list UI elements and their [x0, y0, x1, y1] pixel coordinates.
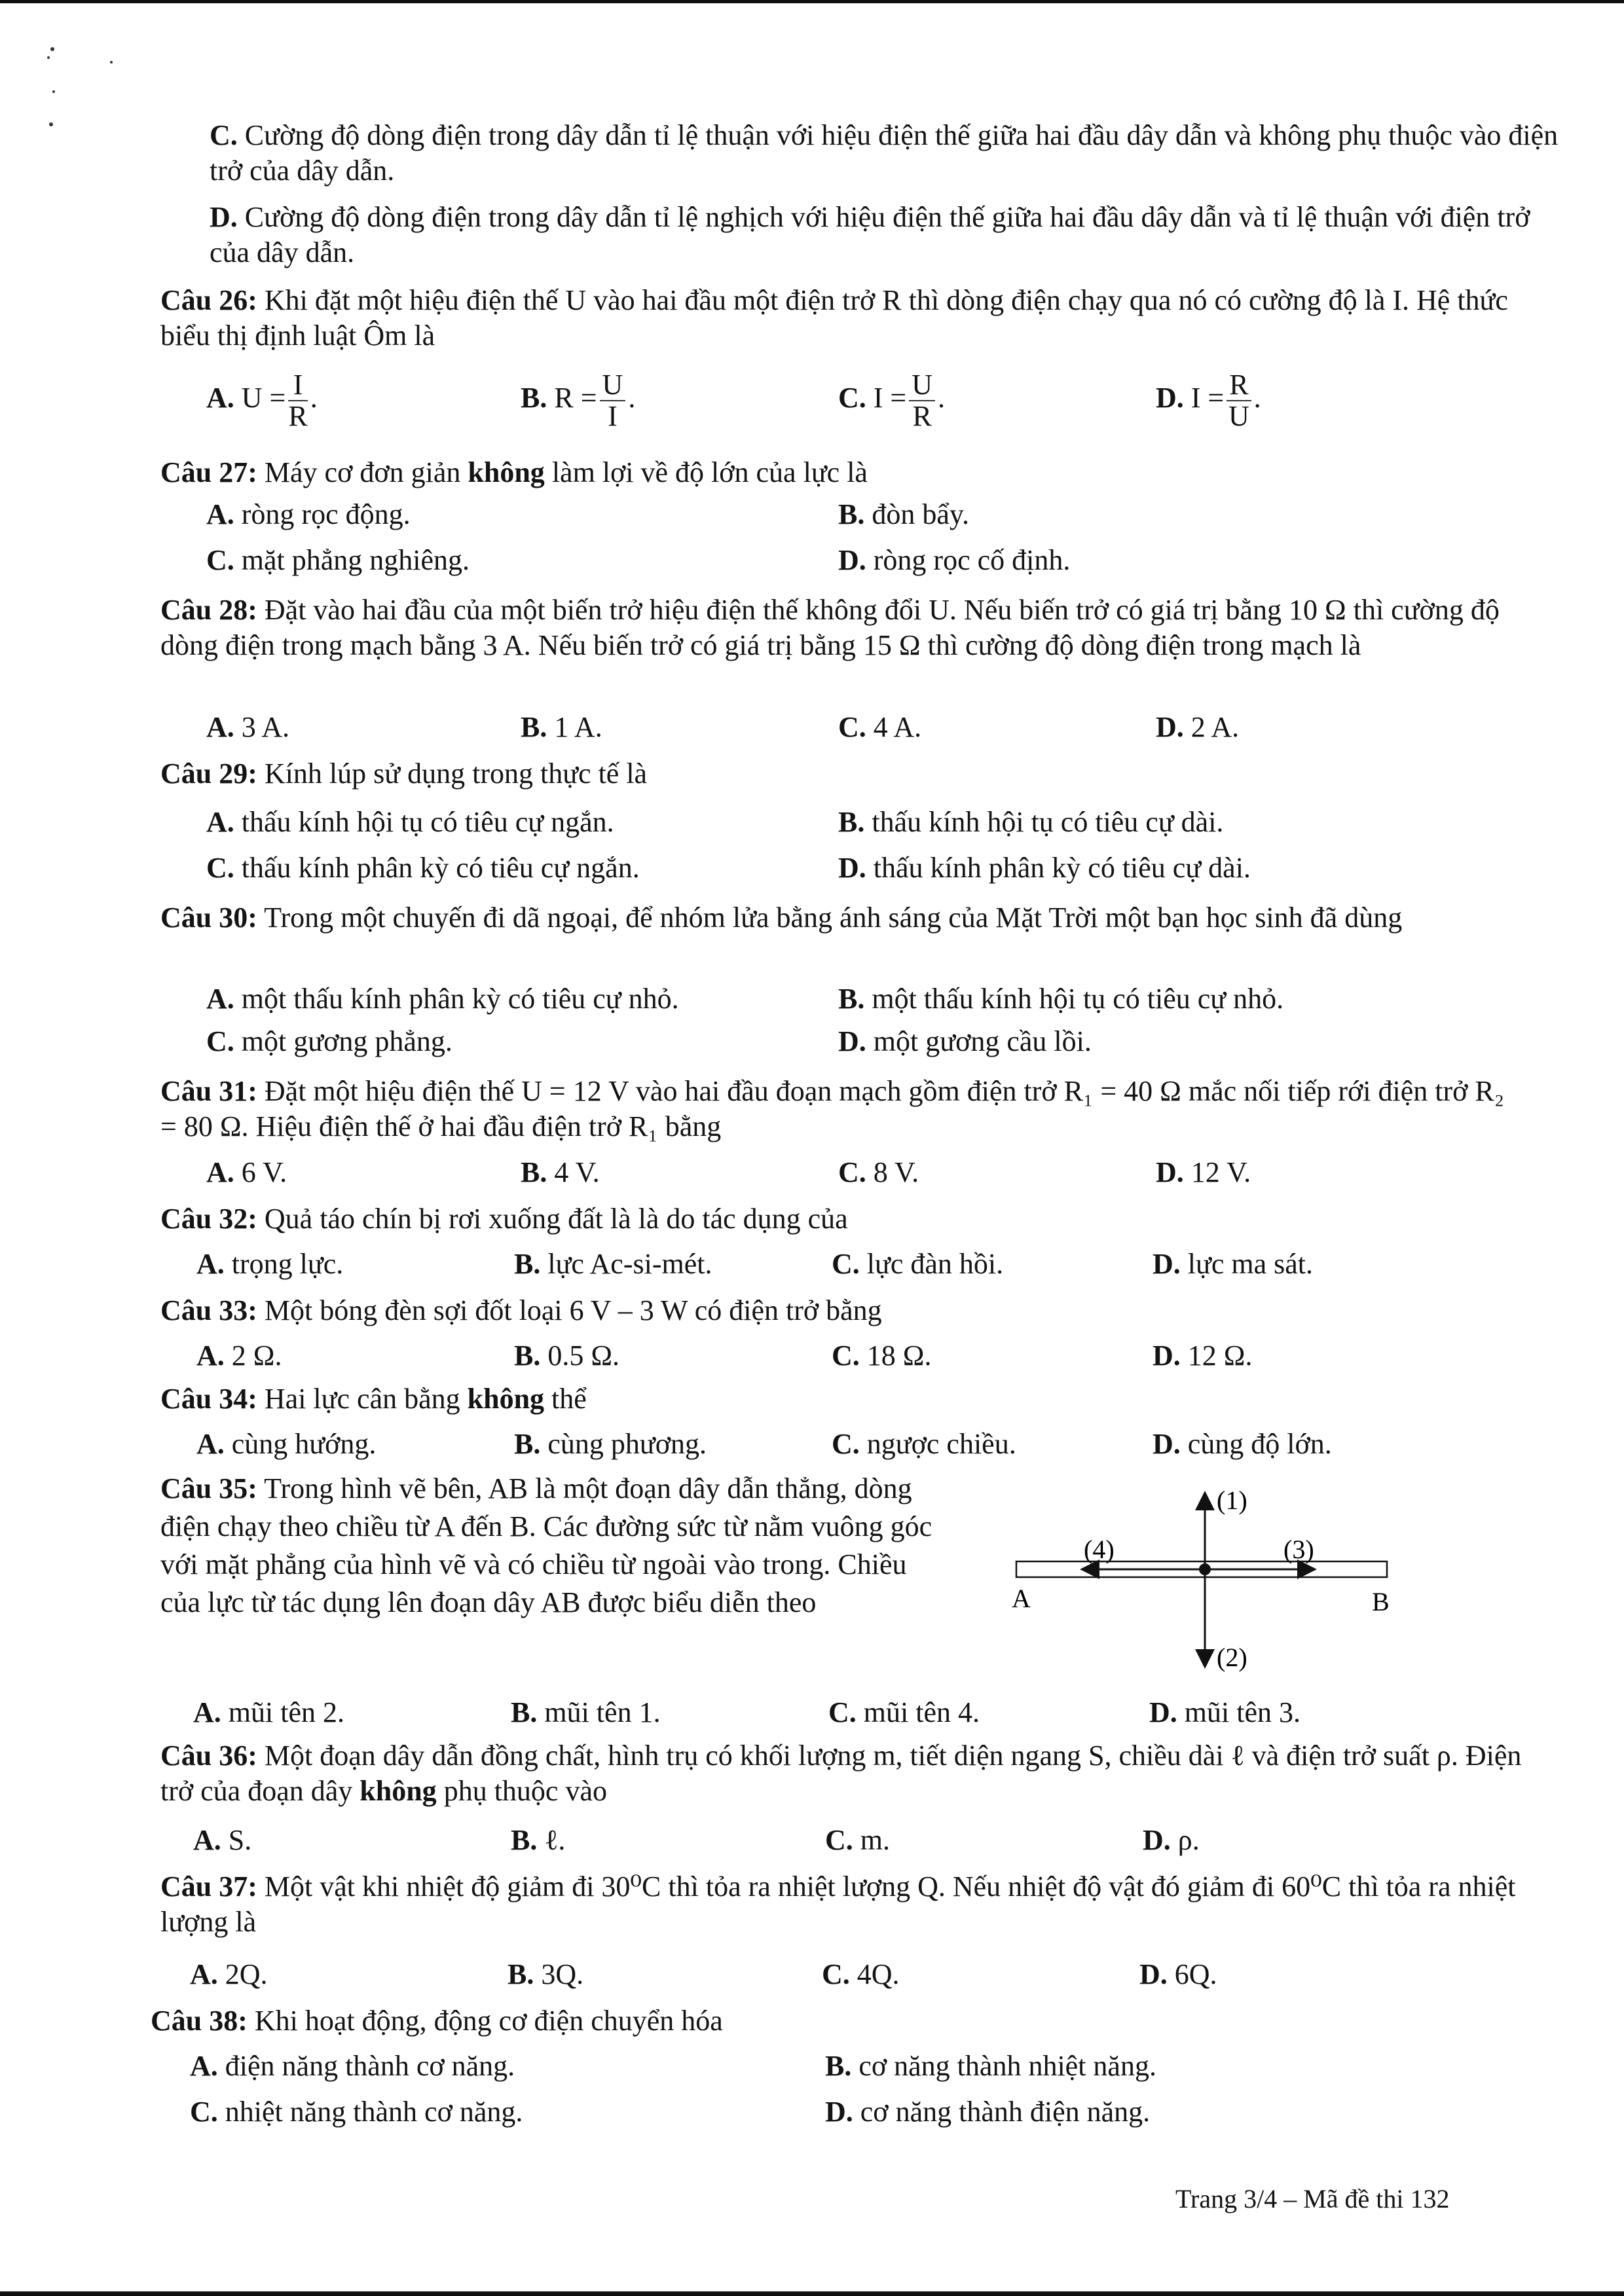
- q31-option-d: D. 12 V.: [1156, 1156, 1251, 1188]
- q38-options-row1: [190, 2049, 1522, 2088]
- label-2: (2): [1217, 1643, 1247, 1672]
- q31-option-b: B. 4 V.: [521, 1156, 600, 1188]
- q33-stem: Câu 33: Một bóng đèn sợi đốt loại 6 V – 3 W có điện trở bằng: [160, 1294, 882, 1326]
- q28-option-b: B. 1 A.: [521, 711, 602, 743]
- q35-option-b: B. mũi tên 1.: [511, 1696, 661, 1728]
- q27-option-b: B. đòn bẩy.: [838, 498, 970, 530]
- label-b: B: [1372, 1587, 1390, 1616]
- q37-stem: Câu 37: Một vật khi nhiệt độ giảm đi 30⁰C thì tỏa ra nhiệt lượng Q. Nếu nhiệt độ vật đó giảm đi 60⁰C thì tỏa ra nhiệt lượng là: [160, 1870, 1516, 1938]
- q28-option-c: C. 4 A.: [838, 711, 922, 743]
- label-3: (3): [1283, 1535, 1314, 1564]
- q33-option-b: B. 0.5 Ω.: [514, 1339, 620, 1372]
- q26-stem: Câu 26: Khi đặt một hiệu điện thế U vào hai đầu một điện trở R thì dòng điện chạy qua nó có cường độ là I. Hệ thức biểu thị định luật Ôm là: [160, 284, 1508, 352]
- q38-options-row2: [190, 2095, 1522, 2134]
- q38-option-c: C. nhiệt năng thành cơ năng.: [190, 2096, 523, 2128]
- q36-option-d: D. ρ.: [1143, 1824, 1200, 1856]
- q34-option-d: D. cùng độ lớn.: [1153, 1428, 1332, 1460]
- q29-option-d: D. thấu kính phân kỳ có tiêu cự dài.: [838, 852, 1251, 884]
- q32-options: [196, 1247, 1522, 1286]
- q34-option-b: B. cùng phương.: [514, 1428, 707, 1460]
- q29-options-row2: [196, 851, 1522, 890]
- q38-option-b: B. cơ năng thành nhiệt năng.: [825, 2050, 1156, 2082]
- q25-option-d: D. Cường độ dòng điện trong dây dẫn tỉ lệ nghịch với hiệu điện thế giữa hai đầu dây dẫn và tỉ lệ thuận với điện trở của dây dẫn.: [210, 201, 1530, 268]
- q31-options: [196, 1156, 1522, 1195]
- q38-option-a: A. điện năng thành cơ năng.: [190, 2050, 515, 2082]
- q30-option-a: A. một thấu kính phân kỳ có tiêu cự nhỏ.: [206, 983, 679, 1015]
- q37-options: [190, 1958, 1522, 1997]
- q29-option-a: A. thấu kính hội tụ có tiêu cự ngắn.: [206, 806, 614, 838]
- q32-option-d: D. lực ma sát.: [1153, 1248, 1314, 1280]
- q35-option-a: A. mũi tên 2.: [193, 1696, 344, 1728]
- q36-options: [193, 1823, 1522, 1863]
- q26-option-d: D. I = $\frac{R}{U}$ .: [1156, 369, 1261, 432]
- q36-option-a: A. S.: [193, 1824, 252, 1856]
- q29-option-b: B. thấu kính hội tụ có tiêu cự dài.: [838, 806, 1224, 838]
- q27-option-c: C. mặt phẳng nghiêng.: [206, 544, 470, 576]
- q32-stem: Câu 32: Quả táo chín bị rơi xuống đất là là do tác dụng của: [160, 1203, 848, 1235]
- q29-stem: Câu 29: Kính lúp sử dụng trong thực tế là: [160, 757, 648, 790]
- q33-option-c: C. 18 Ω.: [832, 1339, 932, 1372]
- q31-option-c: C. 8 V.: [838, 1156, 919, 1188]
- q28-option-d: D. 2 A.: [1156, 711, 1240, 743]
- q35-option-d: D. mũi tên 3.: [1149, 1696, 1301, 1728]
- q35-figure: [1008, 1476, 1401, 1692]
- q27-options-row2: [196, 543, 1522, 583]
- q35-stem: Câu 35: Trong hình vẽ bên, AB là một đoạn dây dẫn thẳng, dòng điện chạy theo chiều từ A đến B. Các đường sức từ nằm vuông góc với mặt phẳng của hình vẽ và có chiều từ ngoài vào trong. Chiều của lực từ tác dụng lên đoạn dây AB được biểu diễn theo: [160, 1472, 932, 1618]
- q34-option-c: C. ngược chiều.: [832, 1428, 1016, 1460]
- q34-option-a: A. cùng hướng.: [196, 1428, 377, 1460]
- q30-options-row2: [196, 1025, 1522, 1064]
- q27-options-row1: [196, 498, 1522, 537]
- q28-stem: Câu 28: Đặt vào hai đầu của một biến trở hiệu điện thế không đổi U. Nếu biến trở có giá trị bằng 10 Ω thì cường độ dòng điện trong mạch bằng 3 A. Nếu biến trở có giá trị bằng 15 Ω thì cường độ dòng điện trong mạch là: [160, 594, 1500, 661]
- q32-option-c: C. lực đàn hồi.: [832, 1248, 1004, 1280]
- q34-stem: Câu 34: Hai lực cân bằng không thể: [160, 1383, 587, 1415]
- q37-option-d: D. 6Q.: [1139, 1958, 1217, 1990]
- q36-option-b: B. ℓ.: [511, 1824, 566, 1856]
- q30-options-row1: [196, 982, 1522, 1021]
- q33-option-a: A. 2 Ω.: [196, 1339, 282, 1372]
- q35-option-c: C. mũi tên 4.: [828, 1696, 980, 1728]
- q30-option-b: B. một thấu kính hội tụ có tiêu cự nhỏ.: [838, 983, 1284, 1015]
- scan-specks: [39, 26, 131, 137]
- scan-edge-bottom: [0, 2291, 1624, 2296]
- q27-option-d: D. ròng rọc cố định.: [838, 544, 1071, 576]
- q37-option-b: B. 3Q.: [507, 1958, 584, 1990]
- q37-option-c: C. 4Q.: [822, 1958, 900, 1990]
- q29-options-row1: [196, 805, 1522, 845]
- q26-option-b: B. R = $\frac{U}{I}$ .: [521, 369, 636, 432]
- label-1: (1): [1217, 1485, 1247, 1515]
- q30-option-d: D. một gương cầu lồi.: [838, 1025, 1092, 1057]
- q38-option-d: D. cơ năng thành điện năng.: [825, 2096, 1151, 2128]
- center-point: [1199, 1563, 1211, 1575]
- q27-stem: Câu 27: Máy cơ đơn giản không làm lợi về độ lớn của lực là: [160, 456, 868, 488]
- q26-options: [196, 370, 1522, 442]
- q33-options: [196, 1339, 1522, 1378]
- q28-options: [196, 710, 1522, 750]
- q38-stem: Câu 38: Khi hoạt động, động cơ điện chuyển hóa: [151, 2005, 723, 2037]
- q31-option-a: A. 6 V.: [206, 1156, 287, 1188]
- q30-stem: Câu 30: Trong một chuyến đi dã ngoại, để nhóm lửa bằng ánh sáng của Mặt Trời một bạn học sinh đã dùng: [160, 902, 1403, 934]
- q26-option-a: A. U = $\frac{I}{R}$ .: [206, 369, 318, 432]
- q26-option-c: C. I = $\frac{U}{R}$ .: [838, 369, 946, 432]
- q36-option-c: C. m.: [825, 1824, 891, 1856]
- scan-edge-top: [0, 0, 1624, 3]
- q37-option-a: A. 2Q.: [190, 1958, 268, 1990]
- page-footer: Trang 3/4 – Mã đề thi 132: [1175, 2184, 1450, 2214]
- q30-option-c: C. một gương phẳng.: [206, 1025, 452, 1057]
- q34-options: [196, 1427, 1522, 1467]
- q27-option-a: A. ròng rọc động.: [206, 498, 411, 530]
- q31-stem: Câu 31: Đặt một hiệu điện thế U = 12 V vào hai đầu đoạn mạch gồm điện trở R₁ = 40 Ω mắc nối tiếp rới điện trở R₂ = 80 Ω. Hiệu điện thế ở hai đầu điện trở R₁ bằng: [160, 1075, 1505, 1142]
- q28-option-a: A. 3 A.: [206, 711, 290, 743]
- q35-options: [193, 1696, 1522, 1735]
- label-a: A: [1012, 1584, 1031, 1613]
- q36-stem: Câu 36: Một đoạn dây dẫn đồng chất, hình trụ có khối lượng m, tiết diện ngang S, chiều dài ℓ và điện trở suất ρ. Điện trở của đoạn dây không phụ thuộc vào: [160, 1740, 1522, 1807]
- q32-option-b: B. lực Ac-si-mét.: [514, 1248, 712, 1280]
- label-4: (4): [1084, 1535, 1115, 1564]
- q25-option-c: C. Cường độ dòng điện trong dây dẫn tỉ lệ thuận với hiệu điện thế giữa hai đầu dây dẫn và không phụ thuộc vào điện trở của dây dẫn.: [210, 119, 1559, 187]
- q33-option-d: D. 12 Ω.: [1153, 1339, 1253, 1372]
- q32-option-a: A. trọng lực.: [196, 1248, 344, 1280]
- q29-option-c: C. thấu kính phân kỳ có tiêu cự ngắn.: [206, 852, 640, 884]
